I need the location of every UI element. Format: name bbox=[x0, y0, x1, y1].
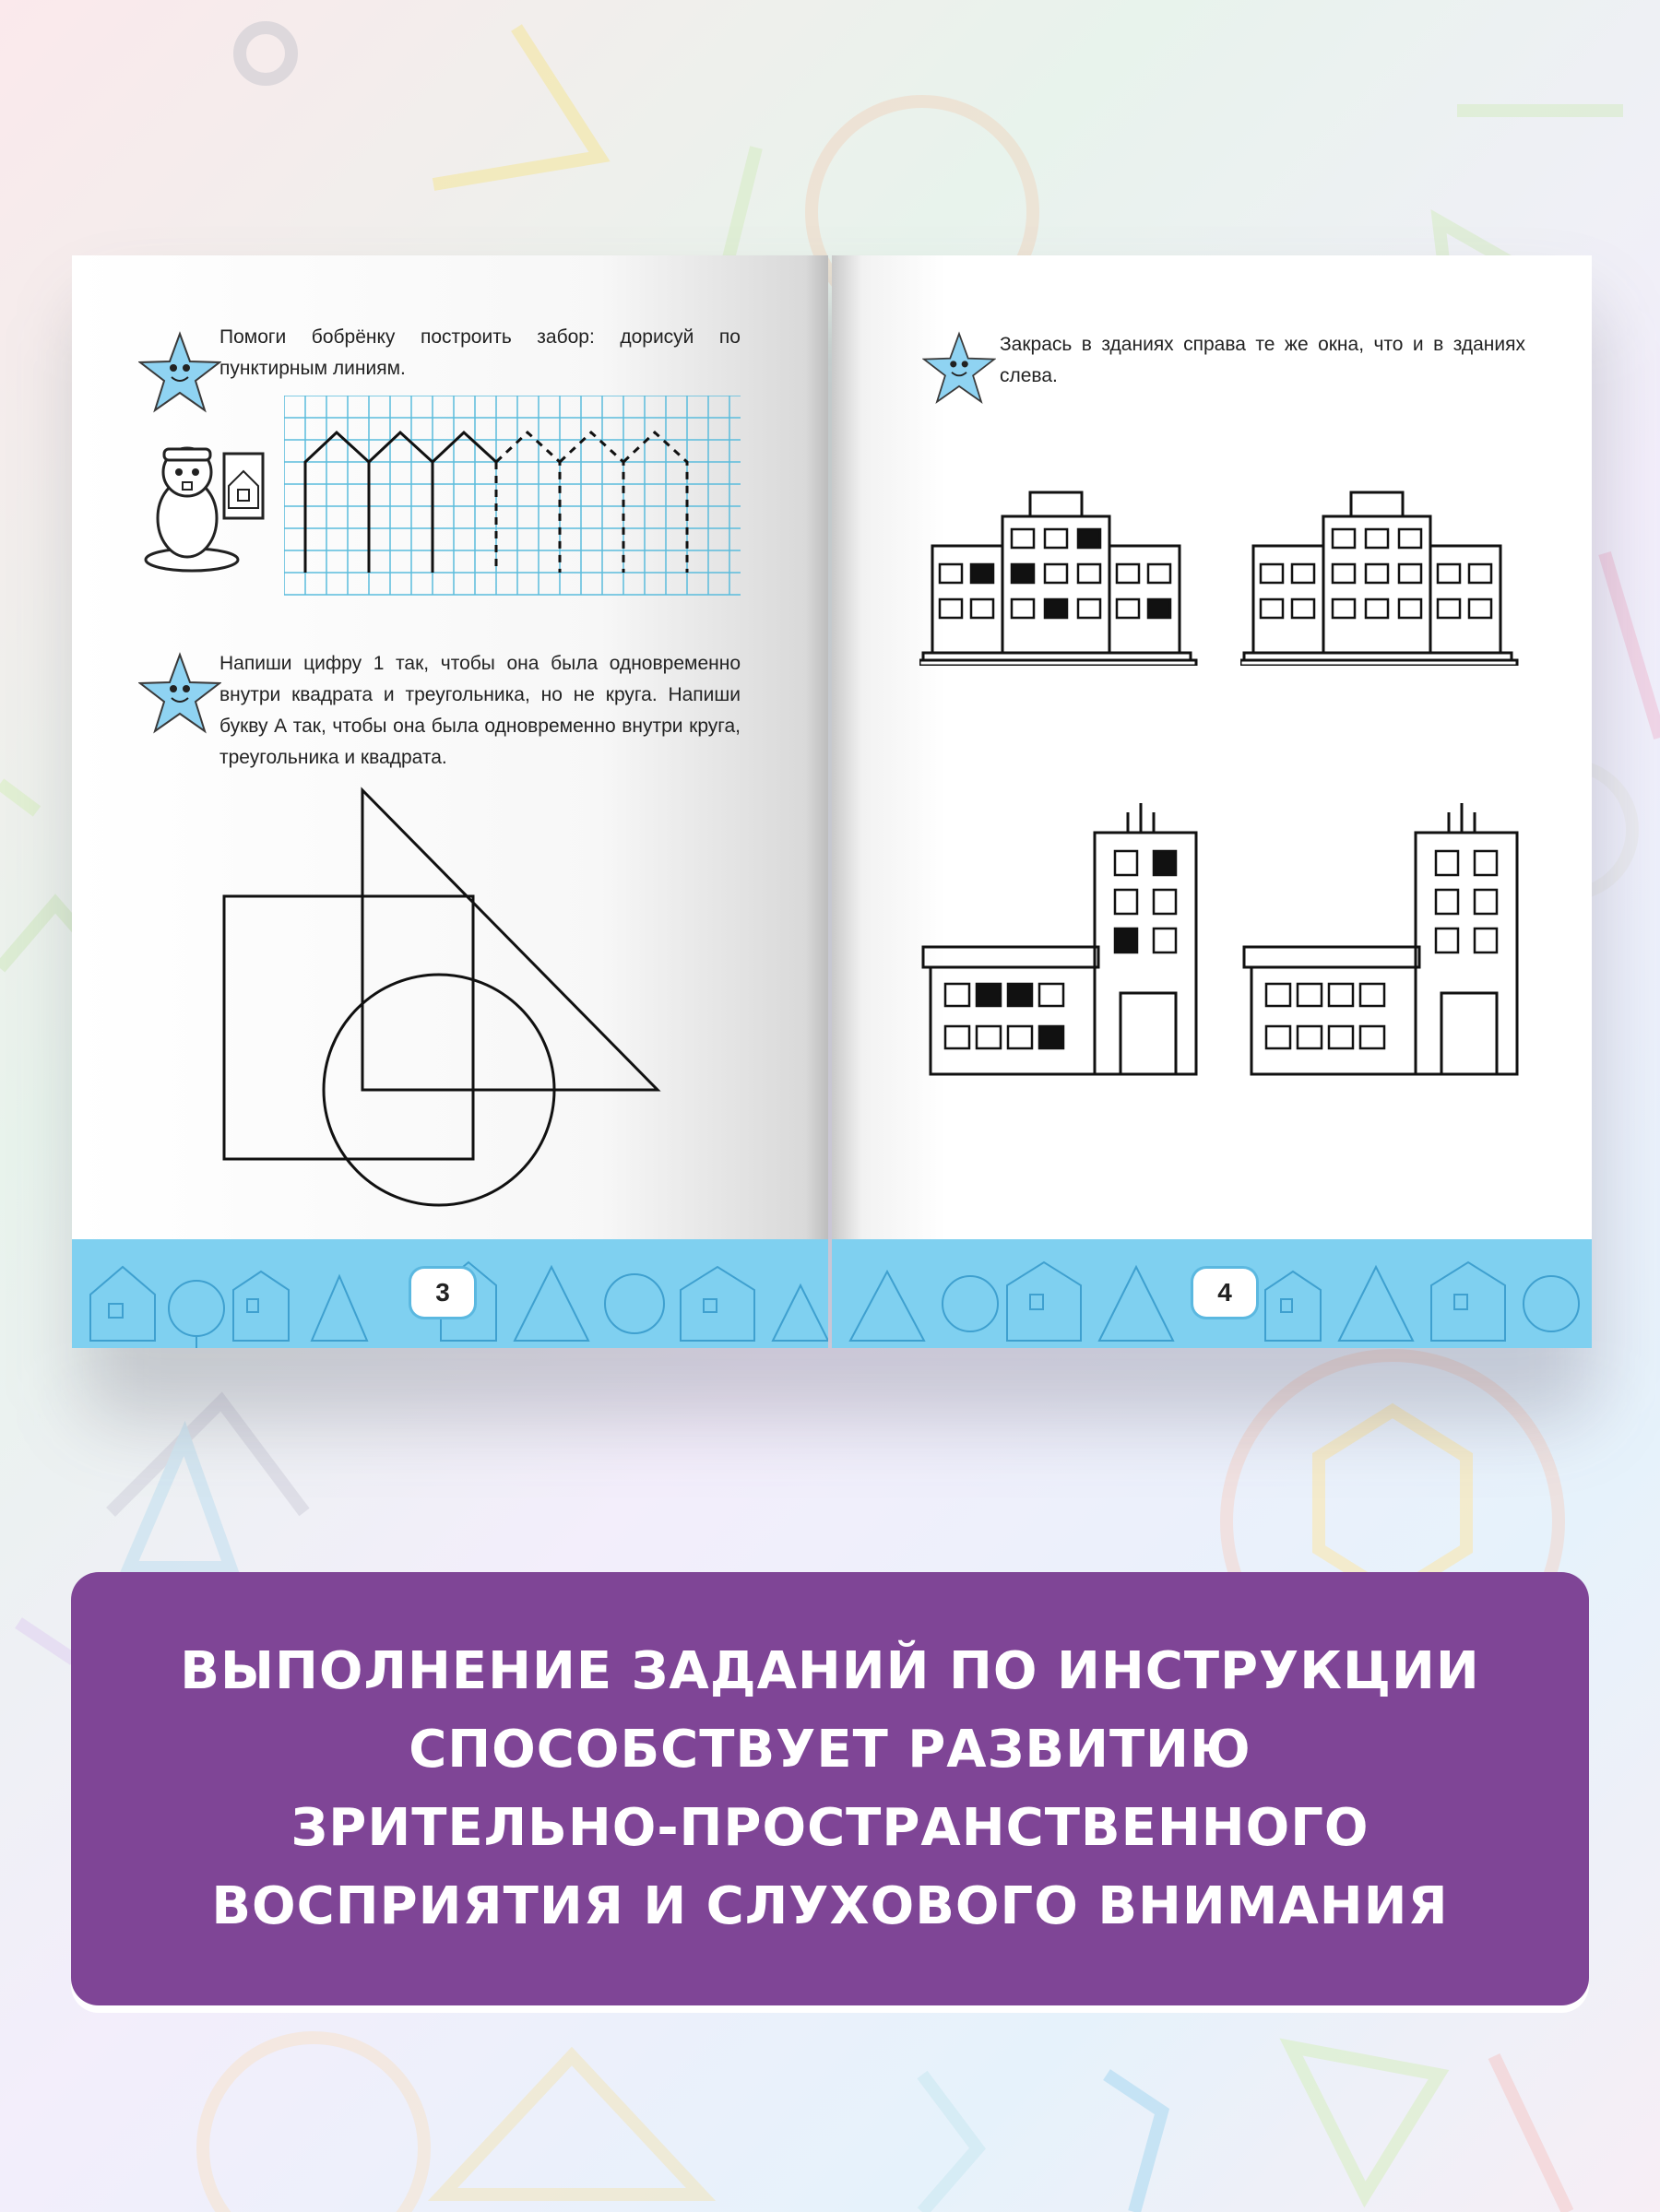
fence-grid bbox=[284, 396, 741, 606]
banner-line-2: СПОСОБСТВУЕТ РАЗВИТИЮ bbox=[409, 1720, 1251, 1780]
office-building-sample bbox=[919, 481, 1205, 666]
beaver-illustration bbox=[136, 431, 275, 578]
page-number-left: 3 bbox=[411, 1269, 474, 1317]
right-page bbox=[832, 255, 1592, 1348]
left-page bbox=[72, 255, 828, 1348]
banner-line-4: ВОСПРИЯТИЯ И СЛУХОВОГО ВНИМАНИЯ bbox=[211, 1876, 1449, 1936]
star-mascot-icon bbox=[922, 329, 996, 412]
banner-caption bbox=[71, 1632, 1589, 1946]
task2-text: Напиши цифру 1 так, чтобы она была одновременно внутри квадрата и треугольника, но не круга. Напиши букву А так, чтобы она была одновременно внутри круга, треугольника и квадрата. bbox=[219, 653, 741, 768]
star-mascot-icon bbox=[138, 650, 221, 742]
page-number-right: 4 bbox=[1193, 1269, 1256, 1317]
geometry-figures bbox=[210, 781, 736, 1224]
right-task-text: Закрась в зданиях справа те же окна, что и в зданиях слева. bbox=[1000, 334, 1525, 386]
task1-text: Помоги бобрёнку построить забор: дорисуй по пунктирным линиям. bbox=[219, 326, 741, 379]
left-footer-band bbox=[72, 1239, 828, 1348]
banner-line-3: ЗРИТЕЛЬНО-ПРОСТРАНСТВЕННОГО bbox=[290, 1798, 1370, 1858]
caption-banner bbox=[71, 1572, 1589, 2005]
star-mascot-icon bbox=[138, 329, 221, 421]
office-building-to-color bbox=[1240, 481, 1526, 666]
tower-building-sample bbox=[919, 799, 1205, 1076]
banner-line-1: ВЫПОЛНЕНИЕ ЗАДАНИЙ ПО ИНСТРУКЦИИ bbox=[180, 1641, 1480, 1701]
right-footer-band bbox=[832, 1239, 1592, 1348]
tower-building-to-color bbox=[1240, 799, 1526, 1076]
